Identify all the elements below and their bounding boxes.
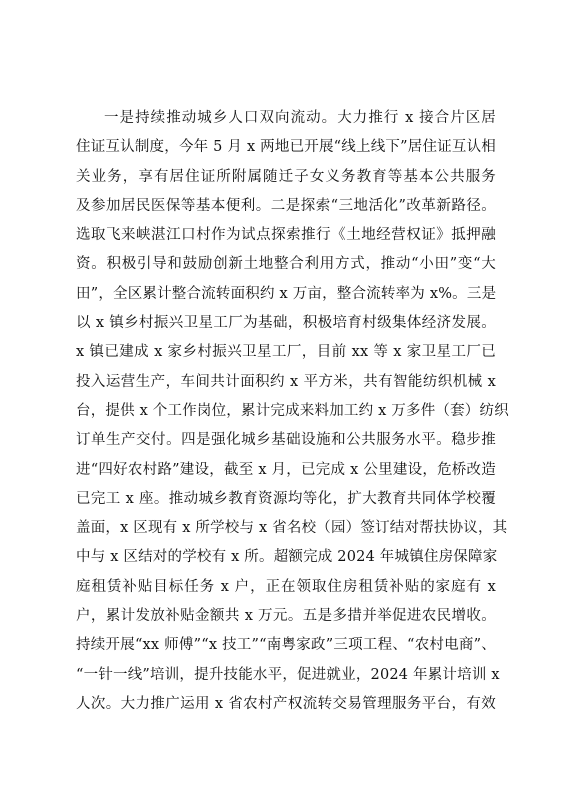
text-line: 住证互认制度，今年 5 月 x 两地已开展“线上线下”居住证互认相 (76, 139, 496, 156)
text-line: x 镇已建成 x 家乡村振兴卫星工厂，目前 xx 等 x 家卫星工厂已 (76, 344, 496, 361)
text-line: 人次。大力推广运用 x 省农村产权流转交易管理服务平台，有效 (76, 695, 496, 712)
text-line: 户，累计发放补贴金额共 x 万元。五是多措并举促进农民增收。 (76, 608, 496, 625)
text-line: 关业务，享有居住证所附属随迁子女义务教育等基本公共服务 (76, 168, 496, 185)
text-line: 台，提供 x 个工作岗位，累计完成来料加工约 x 万多件（套）纺织 (76, 402, 509, 419)
text-line: 已完工 x 座。推动城乡教育资源均等化，扩大教育共同体学校覆 (76, 490, 496, 507)
text-line: 订单生产交付。四是强化城乡基础设施和公共服务水平。稳步推 (76, 432, 496, 449)
text-line: 以 x 镇乡村振兴卫星工厂为基础，积极培育村级集体经济发展。 (76, 315, 496, 332)
text-line: 及参加居民医保等基本便利。二是探索“三地活化”改革新路径。 (76, 197, 496, 214)
text-line: 庭租赁补贴目标任务 x 户，正在领取住房租赁补贴的家庭有 x (76, 578, 496, 595)
body-paragraph (76, 104, 509, 719)
text-line: 进“四好农村路”建设，截至 x 月，已完成 x 公里建设，危桥改造 (76, 461, 496, 478)
text-line: 盖面，x 区现有 x 所学校与 x 省名校（园）签订结对帮扶协议，其 (76, 520, 508, 537)
text-line: 一是持续推动城乡人口双向流动。大力推行 x 接合片区居 (104, 110, 496, 126)
text-line: 田”，全区累计整合流转面积约 x 万亩，整合流转率为 x%。三是 (76, 285, 497, 302)
text-line: 投入运营生产，车间共计面积约 x 平方米，共有智能纺织机械 x (76, 373, 496, 390)
text-line: 资。积极引导和鼓励创新土地整合利用方式，推动“小田”变“大 (76, 256, 496, 273)
text-line: “一针一线”培训，提升技能水平，促进就业，2024 年累计培训 x (76, 666, 500, 683)
text-line: 选取飞来峡湛江口村作为试点探索推行《土地经营权证》抵押融 (76, 227, 496, 244)
text-line: 持续开展“xx 师傅”“x 技工”“南粤家政”三项工程、“农村电商”、 (76, 637, 496, 654)
text-line: 中与 x 区结对的学校有 x 所。超额完成 2024 年城镇住房保障家 (76, 549, 498, 566)
